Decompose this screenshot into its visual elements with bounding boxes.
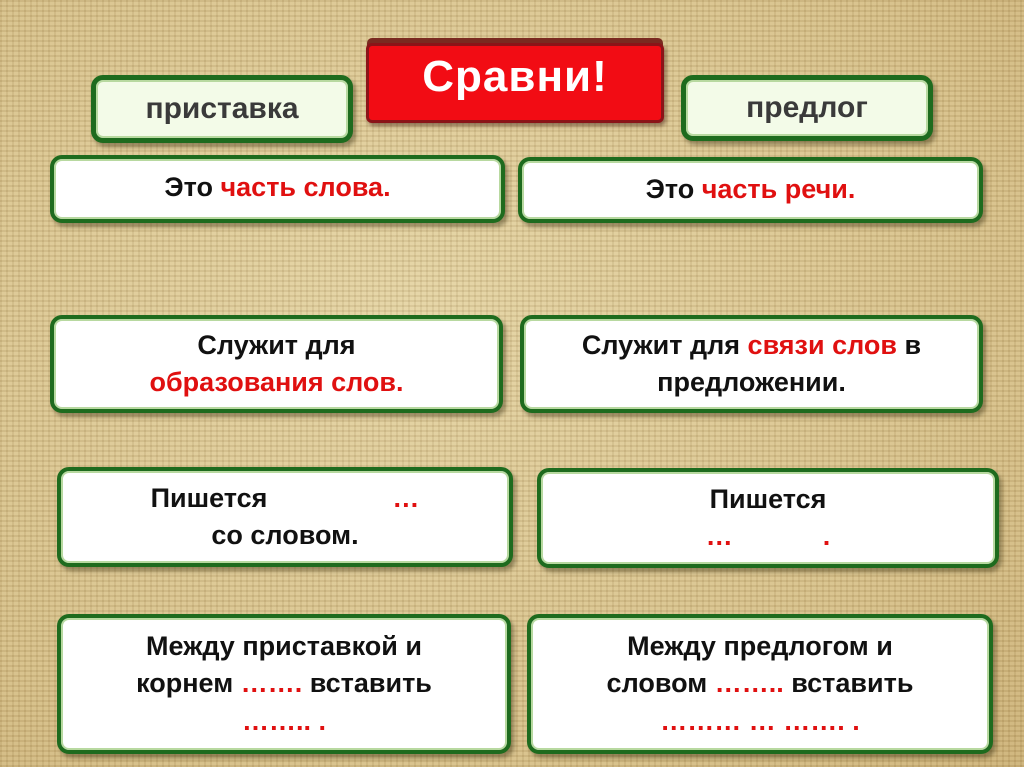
left-insert-text: Между приставкой и корнем ……. вставить …….. . <box>136 631 432 736</box>
right-insert-box <box>527 614 993 754</box>
right-spelling-box <box>537 468 999 568</box>
right-header-label: предлог <box>746 91 868 125</box>
right-header <box>681 75 933 141</box>
left-definition-box <box>50 155 505 223</box>
right-definition-box <box>518 157 983 223</box>
left-insert-box <box>57 614 511 754</box>
right-definition-text: Это часть речи. <box>645 174 856 205</box>
left-header-label: приставка <box>145 92 299 126</box>
left-function-box <box>50 315 503 413</box>
title-banner <box>366 43 664 123</box>
left-function-text: Служит для образования слов. <box>149 329 404 397</box>
left-header <box>91 75 353 143</box>
left-spelling-box <box>57 467 513 567</box>
right-function-box <box>520 315 983 413</box>
left-definition-text: Это часть слова. <box>164 172 391 202</box>
right-insert-text: Между предлогом и словом …….. вставить ……… … ……. . <box>606 631 914 736</box>
title-text: Сравни! <box>422 52 608 101</box>
right-spelling-text: Пишется … . <box>705 483 831 551</box>
left-spelling-text: Пишется … со словом. <box>150 482 420 550</box>
right-function-text: Служит для связи слов в предложении. <box>581 329 922 397</box>
